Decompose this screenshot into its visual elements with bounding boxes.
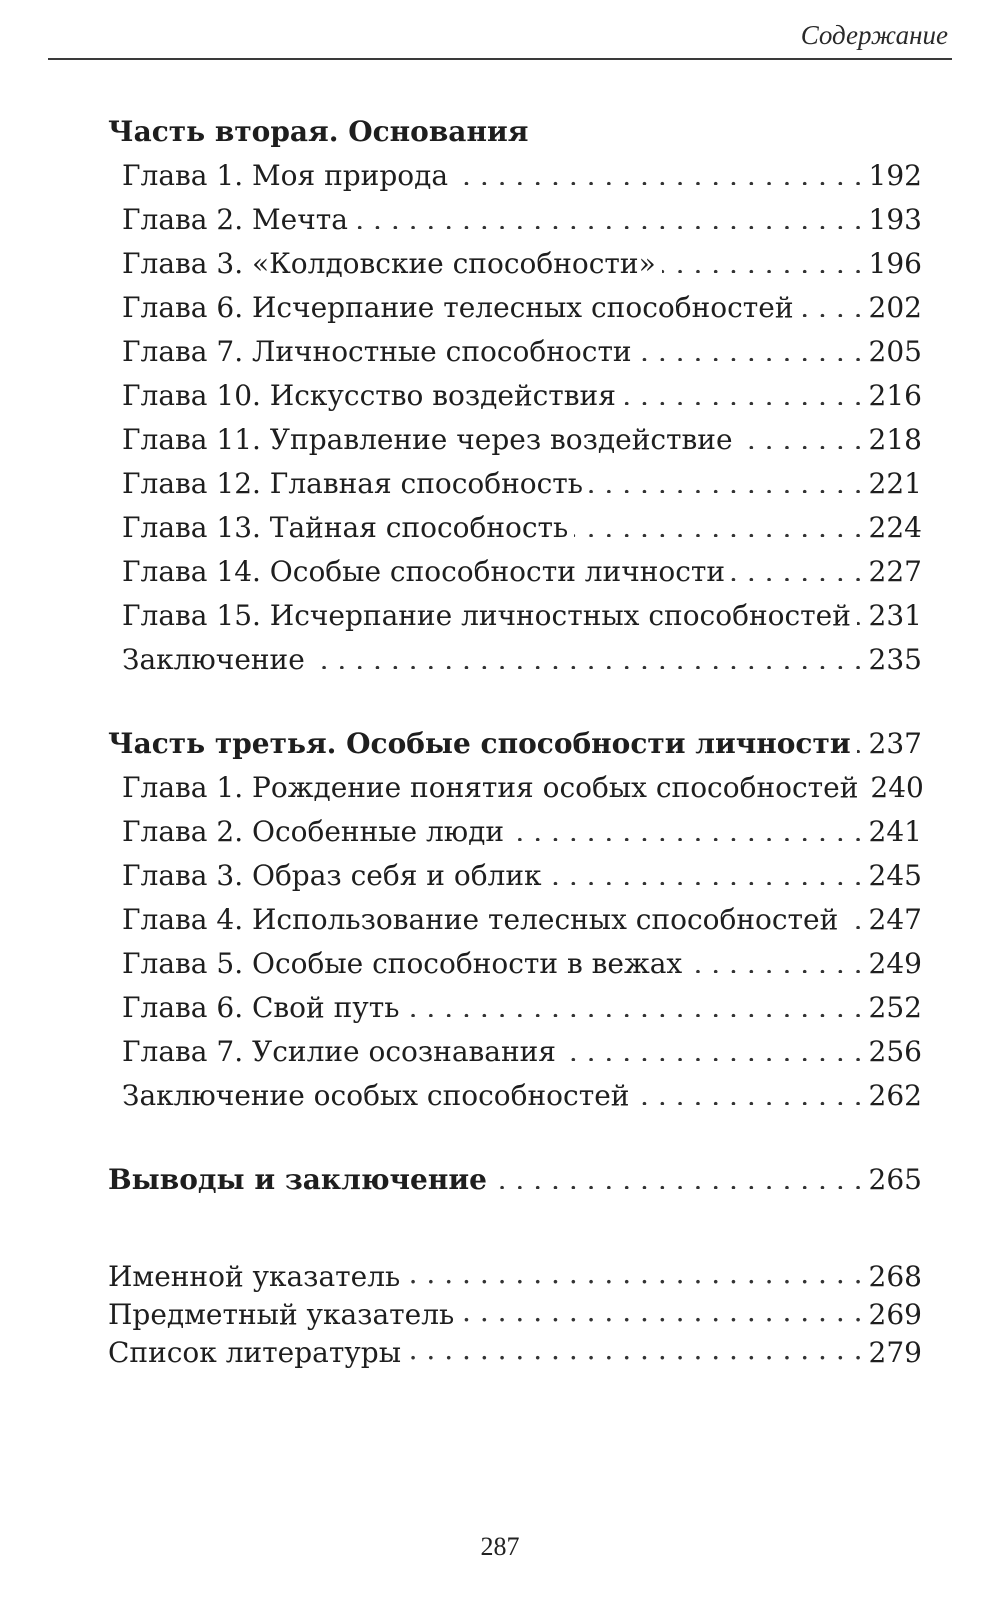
entry-page: 256 — [868, 1035, 922, 1068]
toc-entry[interactable] — [108, 286, 922, 330]
toc-entry[interactable] — [108, 154, 922, 198]
entry-title: Глава 10. Искусство воздействия — [122, 379, 616, 412]
dot-leader — [574, 509, 862, 537]
dot-leader — [638, 333, 863, 361]
part-title: Часть третья. Особые способности личности — [108, 727, 851, 760]
dot-leader — [406, 1258, 862, 1286]
entry-page: 240 — [870, 771, 924, 804]
header-rule — [48, 58, 952, 60]
toc-entry[interactable] — [108, 854, 922, 898]
toc-entry[interactable] — [108, 594, 922, 638]
dot-leader — [548, 857, 863, 885]
entry-page: 262 — [868, 1079, 922, 1112]
dot-leader — [562, 1033, 863, 1061]
dot-leader — [635, 1077, 862, 1105]
entry-page: 268 — [868, 1260, 922, 1293]
entry-title: Заключение особых способностей — [122, 1079, 630, 1112]
toc-entry[interactable] — [108, 462, 922, 506]
dot-leader — [493, 1161, 863, 1189]
dot-leader — [354, 201, 863, 229]
toc-entry[interactable] — [108, 1074, 922, 1118]
conclusions-title: Выводы и заключение — [108, 1163, 487, 1196]
dot-leader — [311, 641, 863, 669]
entry-title: Предметный указатель — [108, 1298, 455, 1331]
toc-entry[interactable] — [108, 506, 922, 550]
entry-page: 202 — [868, 291, 922, 324]
entry-title: Заключение — [122, 643, 305, 676]
dot-leader — [688, 945, 862, 973]
toc-entry[interactable] — [108, 810, 922, 854]
entry-page: 247 — [868, 903, 922, 936]
entry-page: 241 — [868, 815, 922, 848]
entry-page: 196 — [868, 247, 922, 280]
entry-page: 235 — [868, 643, 922, 676]
entry-title: Глава 6. Исчерпание телесных способностей — [122, 291, 794, 324]
entry-page: 227 — [868, 555, 922, 588]
part-heading[interactable] — [108, 110, 922, 154]
entry-page: 252 — [868, 991, 922, 1024]
dot-leader — [739, 421, 863, 449]
dot-leader — [800, 289, 863, 317]
entry-title: Глава 3. Образ себя и облик — [122, 859, 542, 892]
dot-leader — [844, 901, 862, 929]
conclusions-page: 265 — [868, 1163, 922, 1196]
entry-page: 269 — [868, 1298, 922, 1331]
dot-leader — [407, 1334, 863, 1362]
section-gap — [108, 682, 922, 722]
table-of-contents — [108, 110, 922, 1372]
entry-title: Глава 12. Главная способность — [122, 467, 584, 500]
toc-entry[interactable] — [108, 766, 922, 810]
toc-entry[interactable] — [108, 1030, 922, 1074]
toc-entry[interactable] — [108, 330, 922, 374]
entry-title: Глава 7. Усилие осознавания — [122, 1035, 556, 1068]
entry-page: 231 — [868, 599, 922, 632]
toc-entry[interactable] — [108, 898, 922, 942]
entry-page: 205 — [868, 335, 922, 368]
entry-title: Глава 1. Рождение понятия особых способностей — [122, 771, 859, 804]
entry-title: Глава 15. Исчерпание личностных способностей — [122, 599, 851, 632]
dot-leader — [731, 553, 862, 581]
toc-entry[interactable] — [108, 550, 922, 594]
part-title: Часть вторая. Основания — [108, 115, 529, 148]
toc-entry[interactable] — [108, 198, 922, 242]
dot-leader — [857, 597, 863, 625]
part-heading[interactable] — [108, 722, 922, 766]
entry-title: Глава 4. Использование телесных способностей — [122, 903, 839, 936]
dot-leader — [405, 989, 862, 1017]
entry-page: 224 — [868, 511, 922, 544]
entry-page: 221 — [868, 467, 922, 500]
toc-entry[interactable] — [108, 1258, 922, 1296]
toc-entry[interactable] — [108, 1334, 922, 1372]
dot-leader — [662, 245, 863, 273]
entry-page: 249 — [868, 947, 922, 980]
conclusions-heading[interactable] — [108, 1158, 922, 1202]
entry-title: Глава 5. Особые способности в вежах — [122, 947, 683, 980]
toc-entry[interactable] — [108, 986, 922, 1030]
toc-entry[interactable] — [108, 638, 922, 682]
dot-leader — [857, 725, 863, 753]
entry-title: Именной указатель — [108, 1260, 401, 1293]
dot-leader — [589, 465, 863, 493]
entry-title: Глава 2. Мечта — [122, 203, 348, 236]
entry-title: Глава 14. Особые способности личности — [122, 555, 726, 588]
part-page: 237 — [868, 727, 922, 760]
entry-page: 216 — [868, 379, 922, 412]
dot-leader — [622, 377, 863, 405]
section-gap — [108, 1202, 922, 1258]
toc-entry[interactable] — [108, 242, 922, 286]
entry-title: Глава 11. Управление через воздействие — [122, 423, 733, 456]
toc-entry[interactable] — [108, 942, 922, 986]
entry-title: Глава 13. Тайная способность — [122, 511, 569, 544]
entry-title: Глава 7. Личностные способности — [122, 335, 632, 368]
entry-page: 245 — [868, 859, 922, 892]
dot-leader — [460, 1296, 862, 1324]
index-block — [108, 1258, 922, 1372]
dot-leader — [510, 813, 862, 841]
section-gap — [108, 1118, 922, 1158]
toc-entry[interactable] — [108, 374, 922, 418]
toc-entry[interactable] — [108, 1296, 922, 1334]
entry-page: 192 — [868, 159, 922, 192]
entry-page: 193 — [868, 203, 922, 236]
toc-entry[interactable] — [108, 418, 922, 462]
entry-page: 218 — [868, 423, 922, 456]
entry-title: Глава 1. Моя природа — [122, 159, 449, 192]
entry-title: Глава 2. Особенные люди — [122, 815, 505, 848]
entry-page: 279 — [868, 1336, 922, 1369]
running-header: Содержание — [800, 20, 948, 50]
entry-title: Список литературы — [108, 1336, 401, 1369]
entry-title: Глава 3. «Колдовские способности» — [122, 247, 656, 280]
entry-title: Глава 6. Свой путь — [122, 991, 400, 1024]
page-number: 287 — [480, 1532, 520, 1561]
dot-leader — [454, 157, 863, 185]
